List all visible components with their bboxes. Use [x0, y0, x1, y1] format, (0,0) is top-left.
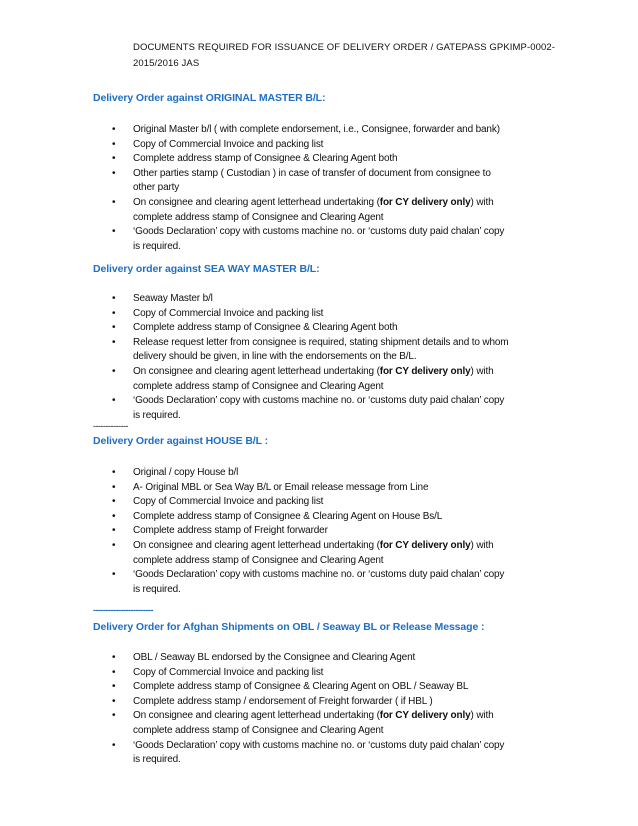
list-item: • A- Original MBL or Sea Way B/L or Email release message from Line [0, 481, 553, 496]
bullet-icon: • [112, 481, 116, 493]
list-item: • ‘Goods Declaration’ copy with customs machine no. or ‘customs duty paid chalan’ copy is required. [112, 569, 505, 595]
bullet-icon: • [112, 652, 116, 663]
list-item: • ‘Goods Declaration’ copy with customs machine no. or ‘customs duty paid chalan’ copy is required. [112, 226, 505, 252]
bullet-icon: • [112, 666, 116, 678]
bullet-icon: • [112, 739, 116, 751]
bullet-icon: • [112, 293, 116, 304]
list-item: • OBL / Seaway BL endorsed by the Consignee and Clearing Agent [0, 651, 553, 666]
list-item: • Complete address stamp of Consignee & Clearing Agent on House Bs/L [0, 510, 553, 525]
list-house-bl [0, 466, 638, 597]
header-line-2: 2015/2016 JAS [133, 58, 200, 69]
list-item: • Copy of Commercial Invoice and packing list [0, 138, 553, 153]
bullet-icon: • [112, 336, 116, 348]
bullet-icon: • [112, 710, 116, 722]
document-header [133, 40, 556, 72]
list-item: • Other parties stamp ( Custodian ) in case of transfer of document from consignee to other party [112, 167, 491, 194]
bullet-icon: • [112, 539, 116, 551]
bullet-icon: • [112, 496, 116, 508]
bullet-icon: • [112, 569, 116, 581]
list-item: • Complete address stamp / endorsement of Freight forwarder ( if HBL ) [0, 695, 553, 710]
list-afghan-shipments [0, 651, 638, 768]
list-item: • Original / copy House b/l [0, 466, 553, 481]
bullet-icon: • [112, 395, 116, 407]
divider-dashes-blue: ------------------------ [93, 605, 153, 615]
bullet-icon: • [112, 226, 116, 238]
divider-dashes: -------------- [93, 421, 128, 431]
bullet-icon: • [112, 153, 116, 165]
list-item: • Seaway Master b/l [0, 292, 553, 307]
header-line-1: DOCUMENTS REQUIRED FOR ISSUANCE OF DELIVERY ORDER / GATEPASS GPKIMP-0002- [133, 42, 556, 53]
bullet-icon: • [112, 695, 116, 707]
section-title-afghan-shipments: Delivery Order for Afghan Shipments on OBL / Seaway BL or Release Message : [93, 621, 485, 633]
list-item: • Copy of Commercial Invoice and packing list [0, 307, 553, 322]
bullet-icon: • [112, 681, 116, 693]
list-item: • On consignee and clearing agent letterhead undertaking (for CY delivery only) with complete address stamp of Consignee and Clearing Agent [112, 196, 494, 223]
list-item: • Complete address stamp of Consignee & Clearing Agent both [0, 152, 553, 167]
bullet-icon: • [112, 307, 116, 319]
bullet-icon: • [112, 138, 116, 150]
list-item: • Copy of Commercial Invoice and packing list [0, 495, 553, 510]
bullet-icon: • [112, 167, 116, 179]
bullet-icon: • [112, 124, 116, 135]
bullet-icon: • [112, 196, 116, 208]
list-original-master [0, 123, 638, 254]
list-item: • Complete address stamp of Consignee & Clearing Agent on OBL / Seaway BL [0, 680, 553, 695]
bullet-icon: • [112, 322, 116, 334]
section-title-seaway-master: Delivery order against SEA WAY MASTER B/L: [93, 263, 320, 275]
list-item: • Complete address stamp of Consignee & Clearing Agent both [0, 321, 553, 336]
list-item: • On consignee and clearing agent letterhead undertaking (for CY delivery only) with complete address stamp of Consignee and Clearing Agent [112, 539, 494, 566]
bullet-icon: • [112, 365, 116, 377]
list-item: • Release request letter from consignee is required, stating shipment details and to whom delivery should be given, in line with the endorsements on the B/L. [112, 336, 509, 363]
list-item: • Copy of Commercial Invoice and packing list [0, 666, 553, 681]
section-title-house-bl: Delivery Order against HOUSE B/L : [93, 435, 268, 447]
list-item: • Original Master b/l ( with complete endorsement, i.e., Consignee, forwarder and bank) [0, 123, 553, 138]
bullet-icon: • [112, 510, 116, 522]
list-item: • Complete address stamp of Freight forwarder [0, 524, 553, 539]
list-item: • ‘Goods Declaration’ copy with customs machine no. or ‘customs duty paid chalan’ copy is required. [112, 739, 505, 766]
list-item: • On consignee and clearing agent letterhead undertaking (for CY delivery only) with complete address stamp of Consignee and Clearing Agent [112, 365, 494, 392]
list-item: • ‘Goods Declaration’ copy with customs machine no. or ‘customs duty paid chalan’ copy is required. [112, 395, 505, 421]
list-item: • On consignee and clearing agent letterhead undertaking (for CY delivery only) with complete address stamp of Consignee and Clearing Agent [112, 710, 494, 736]
list-seaway-master [0, 292, 638, 423]
bullet-icon: • [112, 467, 116, 478]
bullet-icon: • [112, 525, 116, 537]
section-title-original-master: Delivery Order against ORIGINAL MASTER B/L: [93, 92, 326, 104]
